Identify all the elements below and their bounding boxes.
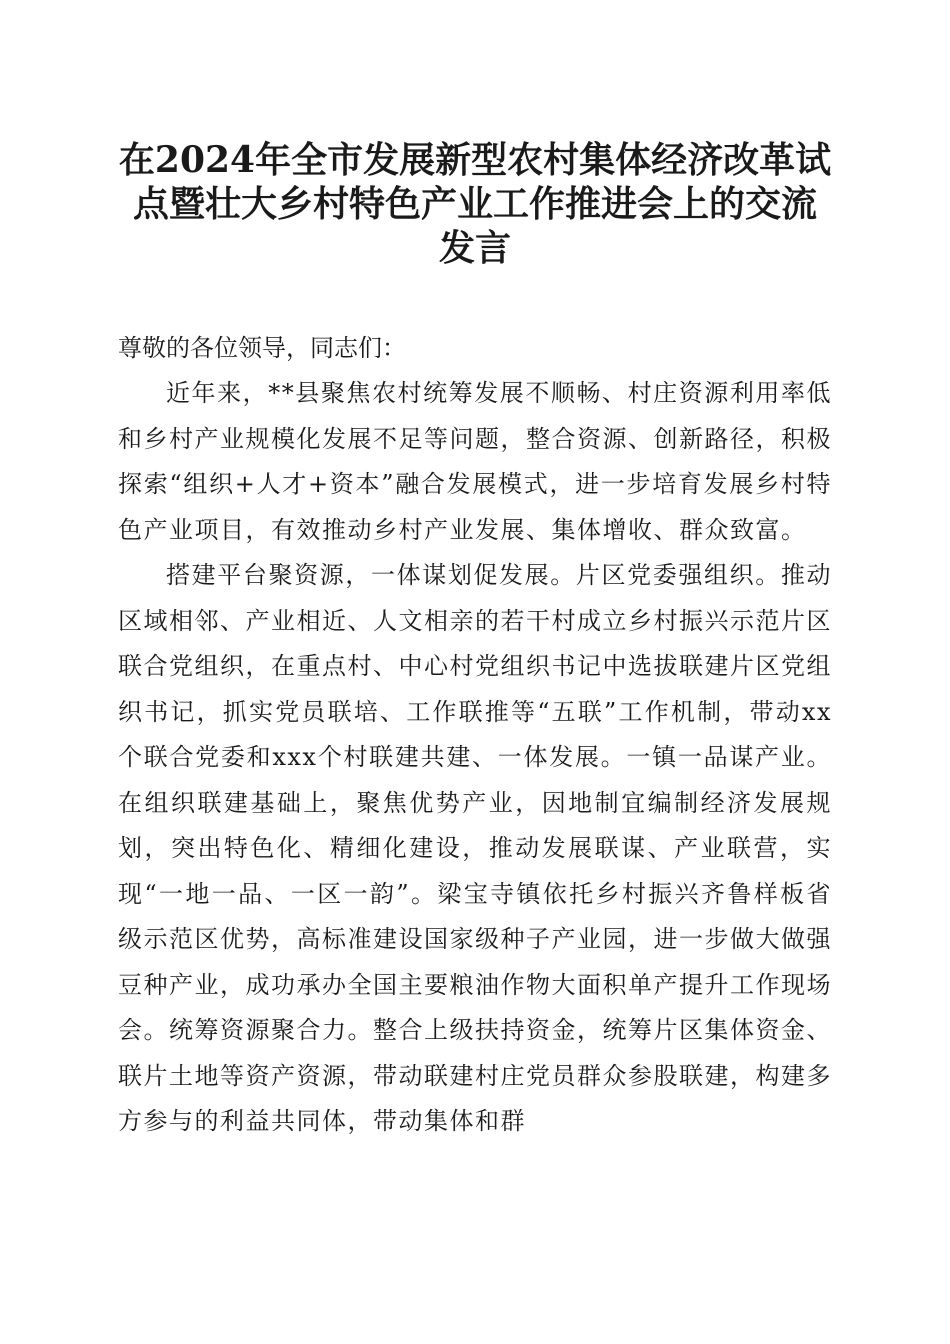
paragraph-intro: 近年来，**县聚焦农村统筹发展不顺畅、村庄资源利用率低和乡村产业规模化发展不足等问题，整合资源、创新路径，积极探索“组织+人才+资本”融合发展模式，进一步培育发展乡村特色产业项目，有效推动乡村产业发展、集体增收、群众致富。 bbox=[118, 379, 832, 544]
document-page bbox=[118, 138, 832, 1145]
salutation: 尊敬的各位领导，同志们： bbox=[118, 334, 406, 362]
paragraph-platform: 搭建平台聚资源，一体谋划促发展。片区党委强组织。推动区域相邻、产业相近、人文相亲的若干村成立乡村振兴示范片区联合党组织，在重点村、中心村党组织书记中选拔联建片区党组织书记，抓实党员联培、工作联推等“五联”工作机制，带动xx个联合党委和xxx个村联建共建、一体发展。一镇一品谋产业。在组织联建基础上，聚焦优势产业，因地制宜编制经济发展规划，突出特色化、精细化建设，推动发展联谋、产业联营，实现“一地一品、一区一韵”。梁宝寺镇依托乡村振兴齐鲁样板省级示范区优势，高标准建设国家级种子产业园，进一步做大做强豆种产业，成功承办全国主要粮油作物大面积单产提升工作现场会。统筹资源聚合力。整合上级扶持资金，统筹片区集体资金、联片土地等资产资源，带动联建村庄党员群众参股联建，构建多方参与的利益共同体，带动集体和群 bbox=[118, 561, 832, 1135]
document-title: 在2024年全市发展新型农村集体经济改革试点暨壮大乡村特色产业工作推进会上的交流发言 bbox=[118, 139, 832, 269]
